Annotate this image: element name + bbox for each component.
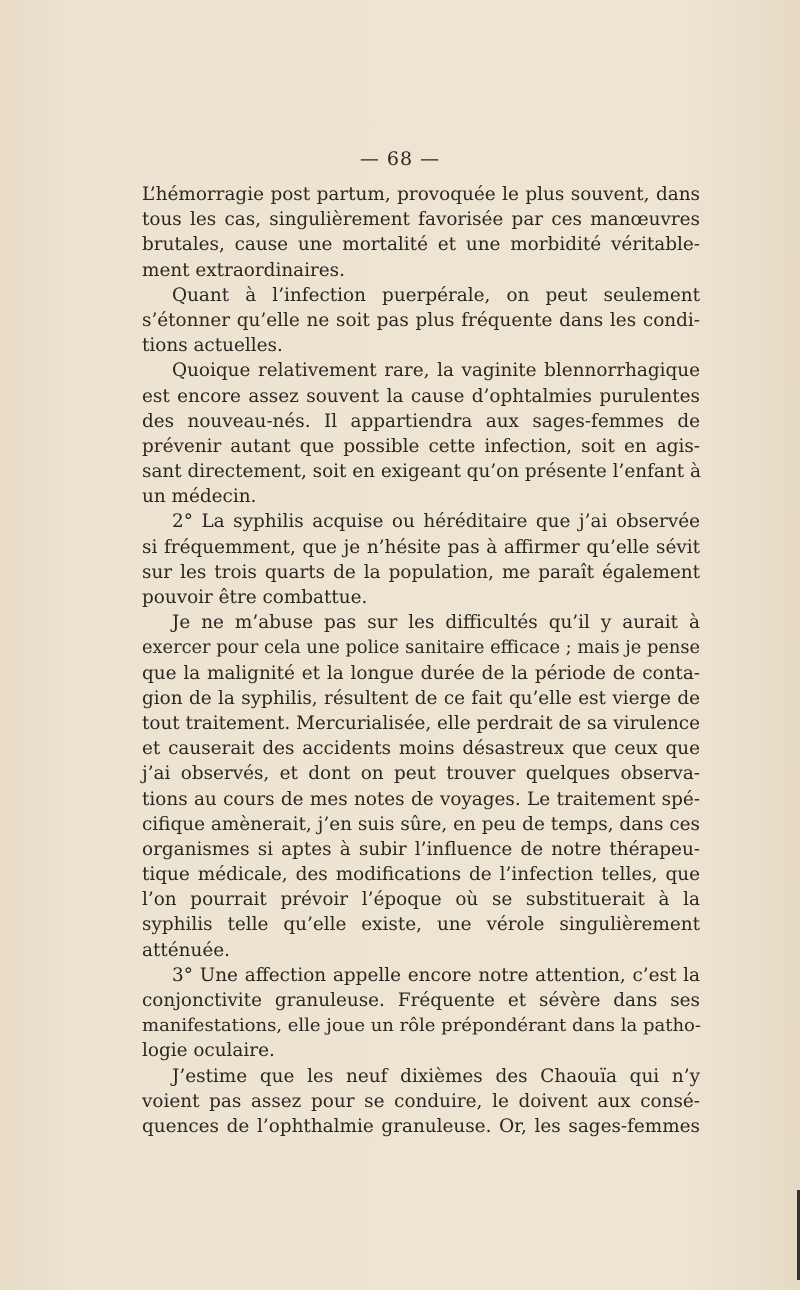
text-line: un médecin. bbox=[142, 486, 257, 508]
text-line: que la malignité et la longue durée de la période de conta- bbox=[142, 662, 700, 684]
text-line: sant directement, soit en exigeant qu’on présente l’enfant à bbox=[142, 461, 701, 483]
text-line: ment extraordinaires. bbox=[142, 259, 345, 281]
text-line: atténuée. bbox=[142, 939, 230, 961]
page-number: — 68 — bbox=[359, 148, 441, 170]
text-line: est encore assez souvent la cause d’ophtalmies purulentes bbox=[142, 385, 700, 407]
text-line: Je ne m’abuse pas sur les difficultés qu’il y aurait à bbox=[172, 612, 700, 634]
text-line: j’ai observés, et dont on peut trouver quelques observa- bbox=[142, 763, 700, 785]
text-line: gion de la syphilis, résultent de ce fait qu’elle est vierge de bbox=[142, 687, 700, 709]
text-line: tions au cours de mes notes de voyages. Le traitement spé- bbox=[142, 788, 700, 810]
text-line: si fréquemment, que je n’hésite pas à affirmer qu’elle sévit bbox=[142, 536, 700, 558]
text-line: et causerait des accidents moins désastreux que ceux que bbox=[142, 738, 700, 760]
text-line: prévenir autant que possible cette infection, soit en agis- bbox=[142, 435, 700, 457]
text-line: organismes si aptes à subir l’influence de notre thérapeu- bbox=[142, 838, 700, 860]
text-line: cifique amènerait, j’en suis sûre, en peu de temps, dans ces bbox=[142, 813, 700, 835]
text-line: syphilis telle qu’elle existe, une vérole singulièrement bbox=[142, 914, 700, 936]
text-line: J’estime que les neuf dixièmes des Chaouïa qui n’y bbox=[172, 1065, 700, 1087]
text-line: 3° Une affection appelle encore notre attention, c’est la bbox=[172, 964, 700, 986]
text-line: pouvoir être combattue. bbox=[142, 587, 368, 608]
text-line: quences de l’ophthalmie granuleuse. Or, les sages-femmes bbox=[142, 1115, 700, 1137]
text-line: voient pas assez pour se conduire, le doivent aux consé- bbox=[142, 1090, 700, 1112]
text-line: manifestations, elle joue un rôle prépondérant dans la patho- bbox=[142, 1015, 701, 1037]
text-line: tous les cas, singulièrement favorisée par ces manœuvres bbox=[142, 209, 700, 231]
text-line: exercer pour cela une police sanitaire efficace ; mais je pense bbox=[142, 637, 700, 659]
text-line: des nouveau-nés. Il appartiendra aux sages-femmes de bbox=[142, 410, 700, 432]
text-line: L’hémorragie post partum, provoquée le plus souvent, dans bbox=[142, 184, 700, 205]
body-text bbox=[142, 182, 700, 1139]
text-line: tique médicale, des modifications de l’infection telles, que bbox=[142, 864, 700, 886]
text-line: brutales, cause une mortalité et une morbidité véritable- bbox=[142, 234, 700, 256]
text-line: tions actuelles. bbox=[142, 335, 283, 357]
text-line: Quoique relativement rare, la vaginite blennorrhagique bbox=[172, 360, 700, 382]
text-line: s’étonner qu’elle ne soit pas plus fréquente dans les condi- bbox=[142, 309, 700, 331]
text-line: conjonctivite granuleuse. Fréquente et sévère dans ses bbox=[142, 990, 700, 1011]
text-line: tout traitement. Mercurialisée, elle perdrait de sa virulence bbox=[142, 712, 700, 734]
text-line: l’on pourrait prévoir l’époque où se substituerait à la bbox=[142, 889, 700, 911]
text-line: logie oculaire. bbox=[142, 1040, 275, 1062]
text-line: sur les trois quarts de la population, me paraît également bbox=[142, 561, 700, 583]
text-line: 2° La syphilis acquise ou héréditaire que j’ai observée bbox=[172, 511, 700, 533]
text-line: Quant à l’infection puerpérale, on peut seulement bbox=[172, 284, 700, 306]
